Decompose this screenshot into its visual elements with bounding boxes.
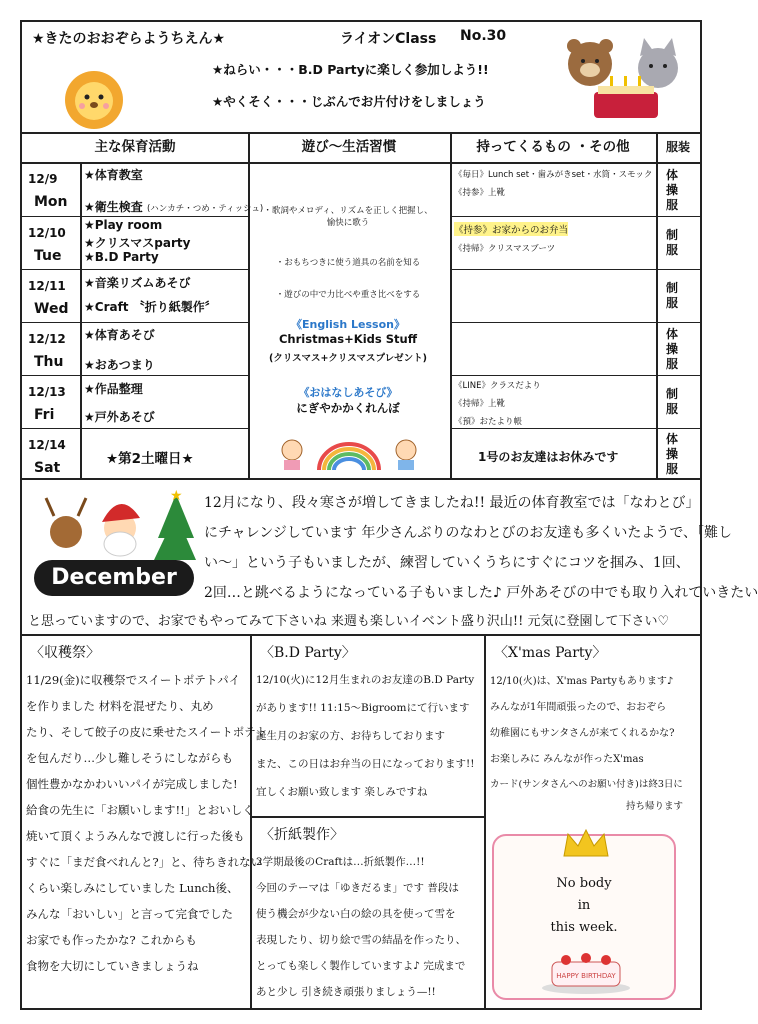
date-thu: 12/12 xyxy=(28,332,66,346)
origami-title: 〈折紙製作〉 xyxy=(260,827,344,843)
birthday-frame xyxy=(492,834,676,1000)
bd-party-line: 誕生月のお家の方、お待ちしております xyxy=(256,730,445,742)
activity: ★戸外あそび xyxy=(84,410,155,424)
crown-icon xyxy=(560,828,612,858)
harvest-line: すぐに「まだ食べれんと?」と、待ちきれない xyxy=(26,855,263,869)
activity: ★Craft 〝折り紙製作〞 xyxy=(84,300,217,314)
harvest-line: を作りました 材料を混ぜたり、丸め xyxy=(26,699,214,713)
activity: ★体育教室 xyxy=(84,168,143,182)
harvest-line: 食物を大切にしていきましょうね xyxy=(26,959,199,973)
activity: ★体育あそび xyxy=(84,328,155,342)
cake-label: HAPPY BIRTHDAY xyxy=(556,972,616,980)
origami-line: 今回のテーマは「ゆきだるま」です 普段は xyxy=(256,882,459,894)
children-rainbow-illustration xyxy=(274,432,424,472)
dow-mon: Mon xyxy=(34,194,68,210)
origami-line: あと少し 引き続き頑張りましょう—!! xyxy=(256,986,436,998)
bring-item: 《毎日》Lunch set・歯みがきset・水筒・スモック xyxy=(454,170,653,180)
svg-text:★: ★ xyxy=(170,488,183,504)
dow-sat: Sat xyxy=(34,460,61,476)
frame-text: this week. xyxy=(550,920,618,935)
harvest-line: お家でも作ったかな? これからも xyxy=(26,933,197,947)
date-mon: 12/9 xyxy=(28,172,58,186)
monthly-message xyxy=(22,480,758,634)
origami-line: とっても楽しく製作していますよ♪ 完成まで xyxy=(256,960,466,972)
header-uniform: 服装 xyxy=(665,140,690,154)
bd-party-line: 宜しくお願い致します 楽しみですね xyxy=(256,786,428,798)
xmas-line: カード(サンタさんへのお願い付き)は終3日に xyxy=(490,779,683,790)
uniform-wed: 制服 xyxy=(665,281,678,310)
xmas-party-section xyxy=(486,634,700,830)
header-main-activities: 主な保育活動 xyxy=(94,139,176,155)
header-items-to-bring: 持ってくるもの ・その他 xyxy=(476,139,630,155)
date-fri: 12/13 xyxy=(28,385,66,399)
aim-text: ★ねらい・・・B.D Partyに楽しく参加しよう!! xyxy=(212,62,489,77)
activity: ★Play room xyxy=(84,218,163,232)
story-play-topic: にぎやかかくれんぼ xyxy=(296,401,400,415)
dow-fri: Fri xyxy=(34,407,55,423)
frame-text: in xyxy=(577,898,591,913)
uniform-tue: 制服 xyxy=(665,228,678,257)
bring-item: 《持帰》クリスマスブーツ xyxy=(454,244,556,254)
xmas-title: 〈X'mas Party〉 xyxy=(494,645,607,661)
message-line: 12月になり、段々寒さが増してきましたね!! 最近の体育教室では「なわとび」 xyxy=(204,495,700,511)
bd-party-line: 12/10(火)に12月生まれのお友達のB.D Party xyxy=(256,674,475,686)
activity: ★作品整理 xyxy=(84,382,143,396)
frame-text: No body xyxy=(556,876,612,891)
xmas-line: 幼稚園にもサンタさんが来てくれるかな? xyxy=(490,728,675,739)
date-tue: 12/10 xyxy=(28,226,66,240)
play-item: ・歌詞やメロディ、リズムを正しく把握し、 愉快に歌う xyxy=(263,206,433,228)
activity: ★第2土曜日★ xyxy=(106,451,194,467)
english-lesson-title: 《English Lesson》 xyxy=(291,318,405,331)
message-line: 2回…と跳べるようになっている子もいました♪ 戸外あそびの中でも取り入れていきたい xyxy=(204,585,758,601)
xmas-line: お楽しみに みんなが作ったX'mas xyxy=(490,754,644,765)
dow-tue: Tue xyxy=(34,248,62,264)
bring-item-highlight: 《持参》お家からのお弁当 xyxy=(454,222,568,236)
activity: ★おあつまり xyxy=(84,358,155,372)
story-play-title: 《おはなしあそび》 xyxy=(298,386,398,399)
message-line: にチャレンジしています 年少さんぶりのなわとびのお友達も多くいたようで、「難し xyxy=(204,525,733,541)
bear-cat-cake-illustration xyxy=(560,26,692,126)
origami-section xyxy=(252,818,484,1008)
origami-line: 2学期最後のCraftは…折紙製作…!! xyxy=(256,856,425,868)
xmas-line: みんなが1年間頑張ったので、おおぞら xyxy=(490,702,667,713)
uniform-fri: 制服 xyxy=(665,387,678,416)
bd-party-line: また、この日はお弁当の日になっております!! xyxy=(256,758,475,770)
bring-item: 《持帰》上靴 xyxy=(454,399,506,409)
class-name: ライオンClass xyxy=(340,31,437,47)
date-wed: 12/11 xyxy=(28,279,66,293)
activity: ★クリスマスparty xyxy=(84,236,191,250)
message-line: い〜」という子もいましたが、練習していくうちにすぐにコツを掴み、1回、 xyxy=(204,555,690,571)
issue-number: No.30 xyxy=(460,28,507,44)
harvest-line: 11/29(金)に収穫祭でスイートポテトパイ xyxy=(26,673,241,687)
play-item: ・遊びの中で力比べや重さ比べをする xyxy=(275,290,421,300)
newsletter-page xyxy=(20,20,758,1010)
dow-wed: Wed xyxy=(34,301,69,317)
harvest-festival-section xyxy=(22,634,268,1008)
harvest-line: みんな「おいしい」と言って完食でした xyxy=(26,907,233,921)
bring-item: 《LINE》クラスだより xyxy=(454,381,541,391)
uniform-sat: 体操服 xyxy=(665,432,678,476)
weekly-schedule-table xyxy=(22,132,700,480)
date-sat: 12/14 xyxy=(28,438,66,452)
bd-party-section xyxy=(252,634,484,816)
birthday-cake-icon xyxy=(538,948,634,996)
header-play-habits: 遊び〜生活習慣 xyxy=(301,139,397,155)
uniform-mon: 体操服 xyxy=(665,168,678,212)
activity: ★音楽リズムあそび xyxy=(84,276,191,290)
bd-party-line: があります!! 11:15〜Bigroomにて行います xyxy=(256,702,470,714)
harvest-line: 焼いて頂くようみんなで渡しに行った後も xyxy=(26,829,245,843)
harvest-line: 個性豊かなかわいいパイが完成しました! xyxy=(26,777,238,791)
harvest-line: 給食の先生に「お願いします!!」とおいしく xyxy=(26,803,254,817)
dow-thu: Thu xyxy=(34,354,64,370)
english-lesson-topic: Christmas+Kids Stuff xyxy=(278,332,418,346)
xmas-line: 12/10(火)は、X'mas Partyもあります♪ xyxy=(490,676,674,687)
school-name: ★きたのおおぞらようちえん★ xyxy=(32,31,226,47)
bring-item: 《持参》上靴 xyxy=(454,188,506,198)
origami-line: 表現したり、切り絵で雪の結晶を作ったり、 xyxy=(256,934,466,946)
activity: ★B.D Party xyxy=(84,250,159,264)
harvest-line: を包んだり…少し難しそうにしながらも xyxy=(26,751,233,765)
origami-line: 使う機会が少ない白の絵の具を使って雪を xyxy=(256,908,456,920)
santa-reindeer-illustration xyxy=(36,488,196,568)
sat-note: 1号のお友達はお休みです xyxy=(478,450,619,464)
message-line: と思っていますので、お家でもやってみて下さいね 来週も楽しいイベント盛り沢山!! 元気に登園して下さい♡ xyxy=(28,614,670,629)
activity: ★衛生検査 (ハンカチ・つめ・ティッシュ) xyxy=(84,200,264,214)
promise-text: ★やくそく・・・じぶんでお片付けをしましょう xyxy=(212,94,486,109)
lion-illustration xyxy=(58,68,130,130)
harvest-line: たり、そして餃子の皮に乗せたスイートポテト xyxy=(26,725,268,739)
play-item: ・おもちつきに使う道具の名前を知る xyxy=(275,258,421,268)
harvest-line: くらい楽しみにしていました Lunch後、 xyxy=(26,881,239,895)
xmas-line: 持ち帰ります xyxy=(626,801,684,812)
uniform-thu: 体操服 xyxy=(665,327,678,371)
bd-party-title: 〈B.D Party〉 xyxy=(260,645,356,661)
harvest-title: 〈収穫祭〉 xyxy=(30,645,100,661)
december-banner: December xyxy=(34,560,194,596)
bring-item: 《預》おたより帳 xyxy=(454,417,523,427)
english-lesson-sub: (クリスマス+クリスマスプレゼント) xyxy=(268,353,427,364)
